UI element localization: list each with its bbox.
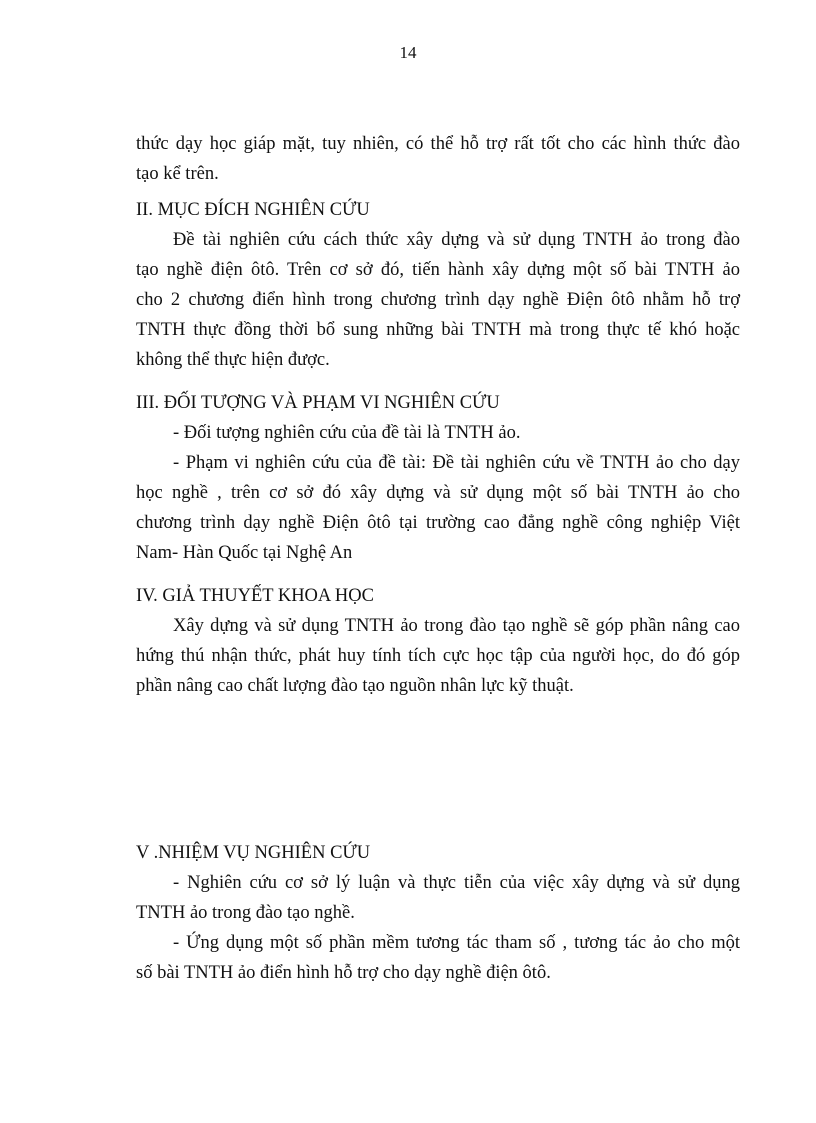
text-line: - Đối tượng nghiên cứu của đề tài là TNTH ảo. [173,423,521,443]
text-line: phần nâng cao chất lượng đào tạo nguồn nhân lực kỹ thuật. [136,676,574,696]
text-line: số bài TNTH ảo điển hình hỗ trợ cho dạy nghề điện ôtô. [136,963,551,983]
section-heading: V .NHIỆM VỤ NGHIÊN CỨU [136,843,371,863]
text-line: tạo nghề điện ôtô. Trên cơ sở đó, tiến hành xây dựng một số bài TNTH ảo [136,260,740,280]
section-tasks [136,838,740,988]
text-line: cho 2 chương điển hình trong chương trình dạy nghề Điện ôtô nhằm hỗ trợ [136,290,740,310]
page-number: 14 [399,43,417,62]
section-scope [136,388,740,568]
section-heading: II. MỤC ĐÍCH NGHIÊN CỨU [136,200,370,220]
text-line: TNTH thực đồng thời bổ sung những bài TNTH mà trong thực tế khó hoặc [136,320,740,340]
text-line: học nghề , trên cơ sở đó xây dựng và sử dụng một số bài TNTH ảo cho [136,483,740,503]
section-goals [136,195,740,375]
text-line: chương trình dạy nghề Điện ôtô tại trường cao đẳng nghề công nghiệp Việt [136,513,740,533]
text-line: - Ứng dụng một số phần mềm tương tác tham số , tương tác ảo cho một [173,933,740,953]
text-line: Xây dựng và sử dụng TNTH ảo trong đào tạo nghề sẽ góp phần nâng cao [173,616,740,636]
text-line: không thể thực hiện được. [136,350,330,370]
text-line: thức dạy học giáp mặt, tuy nhiên, có thể hỗ trợ rất tốt cho các hình thức đào [136,134,740,154]
intro-paragraph [136,129,740,189]
section-hypothesis [136,581,740,701]
text-line: tạo kể trên. [136,164,219,184]
section-heading: IV. GIẢ THUYẾT KHOA HỌC [136,586,374,606]
text-line: Nam- Hàn Quốc tại Nghệ An [136,543,353,563]
text-line: hứng thú nhận thức, phát huy tính tích cực học tập của người học, do đó góp [136,646,740,666]
text-line: Đề tài nghiên cứu cách thức xây dựng và sử dụng TNTH ảo trong đào [173,230,740,250]
text-line: - Nghiên cứu cơ sở lý luận và thực tiễn của việc xây dựng và sử dụng [173,873,740,893]
text-line: TNTH ảo trong đào tạo nghề. [136,903,355,923]
section-heading: III. ĐỐI TƯỢNG VÀ PHẠM VI NGHIÊN CỨU [136,393,500,413]
text-line: - Phạm vi nghiên cứu của đề tài: Đề tài nghiên cứu về TNTH ảo cho dạy [173,453,740,473]
